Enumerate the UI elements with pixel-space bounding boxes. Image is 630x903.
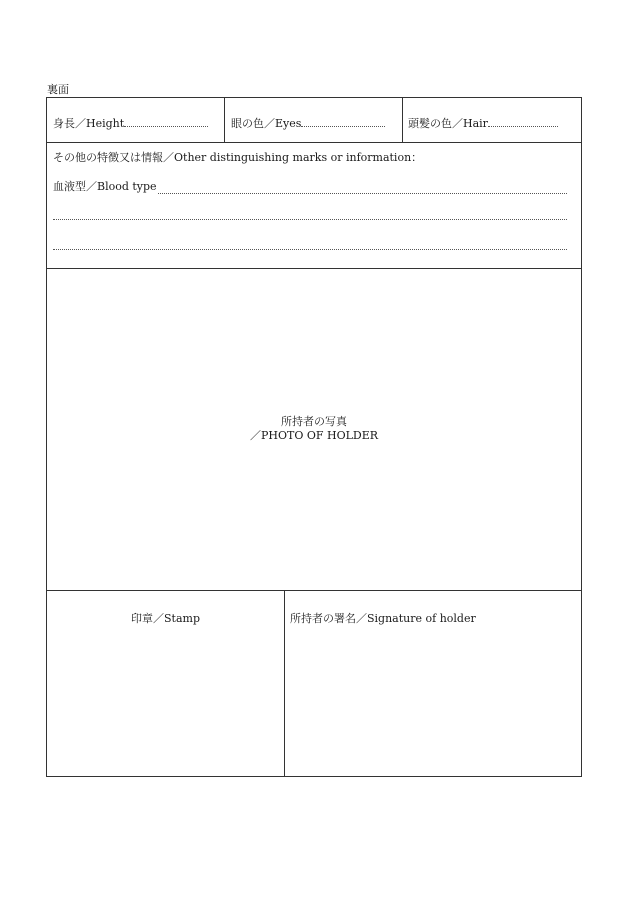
photo-caption-jp: 所持者の写真 xyxy=(281,415,347,428)
other-info-label: その他の特徴又は情報／Other distinguishing marks or information： xyxy=(53,151,423,164)
blood-type-field[interactable] xyxy=(53,178,567,194)
page-label: 裏面 xyxy=(47,83,69,96)
info-dotted-line-2 xyxy=(53,249,567,250)
hair-dotted-line xyxy=(488,115,558,127)
eyes-label: 眼の色／Eyes xyxy=(231,117,302,130)
signature-label: 所持者の署名／Signature of holder xyxy=(290,612,476,625)
eyes-cell[interactable] xyxy=(225,98,403,142)
identity-form xyxy=(46,97,582,777)
stamp-signature-row xyxy=(47,591,581,776)
other-info-section[interactable] xyxy=(47,143,581,269)
photo-caption xyxy=(47,415,581,443)
hair-label: 頭髪の色／Hair xyxy=(408,117,488,130)
stamp-area[interactable] xyxy=(47,591,285,776)
stamp-label: 印章／Stamp xyxy=(131,612,200,625)
photo-area[interactable] xyxy=(47,269,581,591)
blood-type-dotted-line xyxy=(158,183,567,194)
height-dotted-line xyxy=(124,115,208,127)
height-cell[interactable] xyxy=(47,98,225,142)
height-label: 身長／Height xyxy=(53,117,125,130)
physical-attributes-row xyxy=(47,98,581,143)
photo-caption-en: ／PHOTO OF HOLDER xyxy=(249,429,379,442)
eyes-dotted-line xyxy=(301,115,385,127)
blood-type-label: 血液型／Blood type xyxy=(53,180,157,193)
hair-cell[interactable] xyxy=(403,98,581,142)
info-dotted-line-1 xyxy=(53,219,567,220)
